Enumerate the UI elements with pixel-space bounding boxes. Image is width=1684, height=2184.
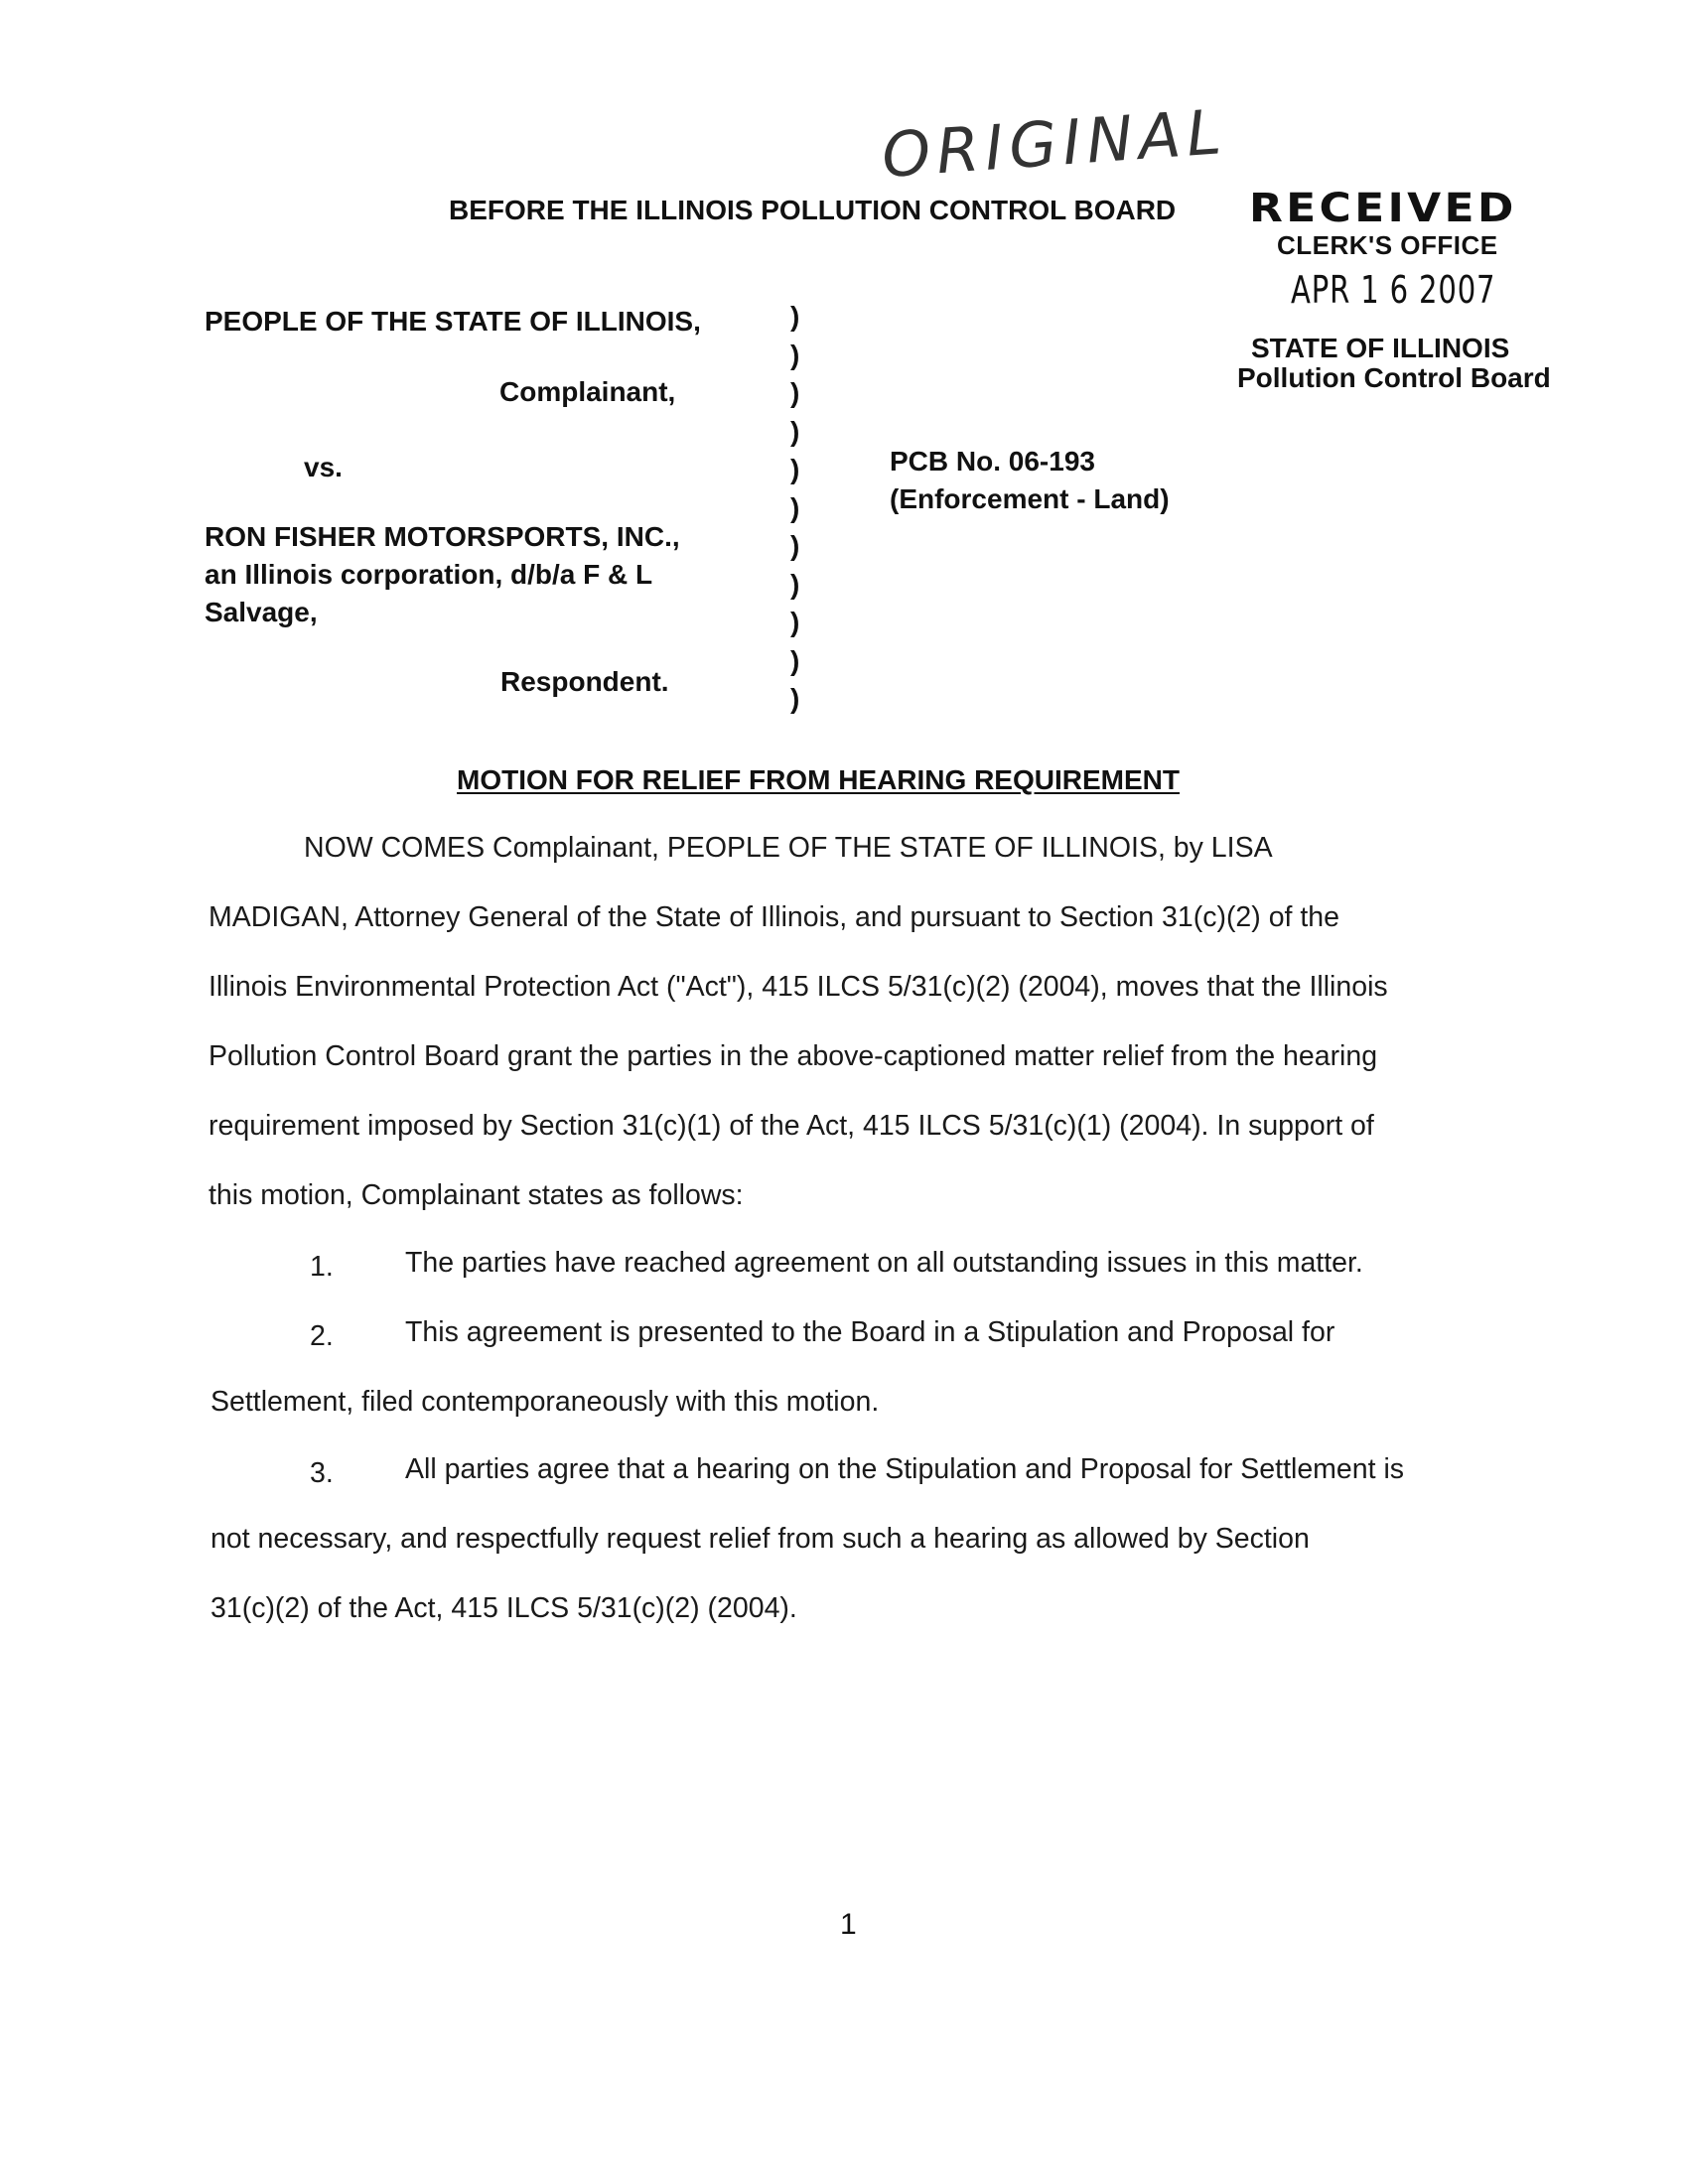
received-stamp — [1249, 187, 1547, 260]
received-stamp-word: RECEIVED — [1249, 186, 1517, 231]
intro-line: Pollution Control Board grant the parties in the above-captioned matter relief from the hearing — [209, 1040, 1378, 1072]
caption-paren: ) — [790, 339, 800, 370]
stamp-state-label: STATE OF ILLINOIS — [1251, 333, 1510, 363]
item-line: All parties agree that a hearing on the Stipulation and Proposal for Settlement is — [405, 1453, 1405, 1485]
court-title: BEFORE THE ILLINOIS POLLUTION CONTROL BOARD — [449, 195, 1177, 225]
case-number: PCB No. 06-193 — [890, 446, 1095, 477]
item-number: 3. — [310, 1457, 334, 1489]
caption-paren: ) — [790, 683, 800, 714]
state-board-stamp — [1237, 334, 1551, 393]
item-line: 31(c)(2) of the Act, 415 ILCS 5/31(c)(2) (2004). — [210, 1592, 797, 1624]
motion-title: MOTION FOR RELIEF FROM HEARING REQUIREMENT — [457, 764, 1180, 795]
item-number: 1. — [310, 1251, 334, 1283]
item-line: Settlement, filed contemporaneously with this motion. — [210, 1386, 880, 1418]
respondent-name-line-1: RON FISHER MOTORSPORTS, INC., — [205, 521, 680, 552]
caption-paren: ) — [790, 568, 800, 600]
intro-line: NOW COMES Complainant, PEOPLE OF THE STATE OF ILLINOIS, by LISA — [304, 832, 1273, 864]
page-number: 1 — [840, 1908, 857, 1941]
stamp-board-label: Pollution Control Board — [1237, 362, 1551, 393]
intro-line: requirement imposed by Section 31(c)(1) of the Act, 415 ILCS 5/31(c)(1) (2004). In support of — [209, 1110, 1374, 1142]
case-type: (Enforcement - Land) — [890, 483, 1170, 514]
item-line: This agreement is presented to the Board in a Stipulation and Proposal for — [405, 1316, 1335, 1348]
caption-paren: ) — [790, 607, 800, 637]
intro-line: MADIGAN, Attorney General of the State of Illinois, and pursuant to Section 31(c)(2) of the — [209, 901, 1339, 933]
item-line: not necessary, and respectfully request relief from such a hearing as allowed by Section — [210, 1523, 1310, 1555]
plaintiff-role: Complainant, — [499, 376, 676, 407]
case-info — [890, 443, 1170, 518]
caption-paren: ) — [790, 530, 800, 561]
intro-line: Illinois Environmental Protection Act ("Act"), 415 ILCS 5/31(c)(2) (2004), moves that the Illinois — [209, 971, 1388, 1003]
versus-label: vs. — [304, 452, 343, 482]
plaintiff-name: PEOPLE OF THE STATE OF ILLINOIS, — [205, 306, 701, 337]
original-stamp: ORIGINAL — [879, 94, 1229, 193]
caption-parentheses — [790, 298, 799, 719]
received-date-stamp: APR 1 6 2007 — [1291, 268, 1496, 312]
caption-paren: ) — [790, 301, 800, 332]
item-number: 2. — [310, 1320, 334, 1352]
caption-paren: ) — [790, 644, 800, 676]
item-line: The parties have reached agreement on all outstanding issues in this matter. — [405, 1247, 1363, 1279]
respondent-name-line-2: an Illinois corporation, d/b/a F & L — [205, 559, 653, 590]
respondent-role: Respondent. — [500, 666, 669, 697]
caption-paren: ) — [790, 454, 800, 484]
intro-line: this motion, Complainant states as follows: — [209, 1179, 744, 1211]
caption-paren: ) — [790, 491, 800, 523]
clerks-office-label: CLERK'S OFFICE — [1277, 230, 1498, 260]
caption-paren: ) — [790, 415, 800, 447]
caption-paren: ) — [790, 377, 800, 408]
respondent-name-line-3: Salvage, — [205, 597, 318, 627]
